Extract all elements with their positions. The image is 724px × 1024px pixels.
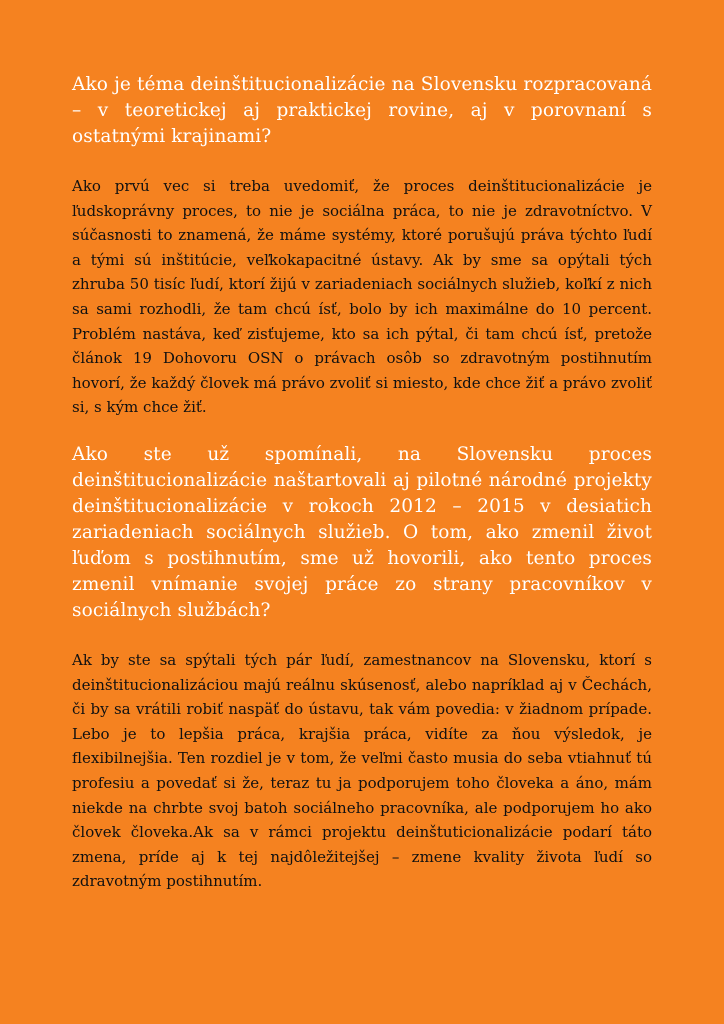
question-1: Ako je téma deinštitucionalizácie na Slovensku rozpracovaná – v teoretickej aj praktickej rovine, aj v porovnaní s ostatnými krajinami?	[72, 74, 652, 147]
answer-2: Ak by ste sa spýtali tých pár ľudí, zamestnancov na Slovensku, ktorí s deinštitucionalizáciou majú reálnu skúsenosť, alebo napríklad aj v Čechách, či by sa vrátili robiť naspäť do ústavu, tak vám povedia: v žiadnom prípade. Lebo je to lepšia práca, krajšia práca, vidíte za ňou výsledok, je flexibilnejšia. Ten rozdiel je v tom, že veľmi často musia do seba vtiahnuť tú profesiu a povedať si že, teraz tu ja podporujem toho človeka a áno, mám niekde na chrbte svoj batoh sociálneho pracovníka, ale podporujem ho ako človek človeka.Ak sa v rámci projektu deinštuticionalizácie podarí táto zmena, príde aj k tej najdôležitejšej – zmene kvality života ľudí so zdravotným postihnutím.	[72, 650, 652, 891]
question-2: Ako ste už spomínali, na Slovensku proces deinštitucionalizácie naštartovali aj pilotné národné projekty deinštitucionalizácie v rokoch 2012 – 2015 v desiatich zariadeniach sociálnych služieb. O tom, ako zmenil život ľuďom s postihnutím, sme už hovorili, ako tento proces zmenil vnímanie svojej práce zo strany pracovníkov v sociálnych službách?	[72, 443, 652, 621]
document-page	[72, 72, 652, 972]
answer-1: Ako prvú vec si treba uvedomiť, že proces deinštitucionalizácie je ľudskoprávny proces, to nie je sociálna práca, to nie je zdravotníctvo. V súčasnosti to znamená, že máme systémy, ktoré porušujú práva týchto ľudí a tými sú inštitúcie, veľkokapacitné ústavy. Ak by sme sa opýtali tých zhruba 50 tisíc ľudí, ktorí žijú v zariadeniach sociálnych služieb, koľkí z nich sa sami rozhodli, že tam chcú ísť, bolo by ich maximálne do 10 percent. Problém nastáva, keď zisťujeme, kto sa ich pýtal, či tam chcú ísť, pretože článok 19 Dohovoru OSN o právach osôb so zdravotným postihnutím hovorí, že každý človek má právo zvoliť si miesto, kde chce žiť a právo zvoliť si, s kým chce žiť.	[72, 177, 652, 417]
